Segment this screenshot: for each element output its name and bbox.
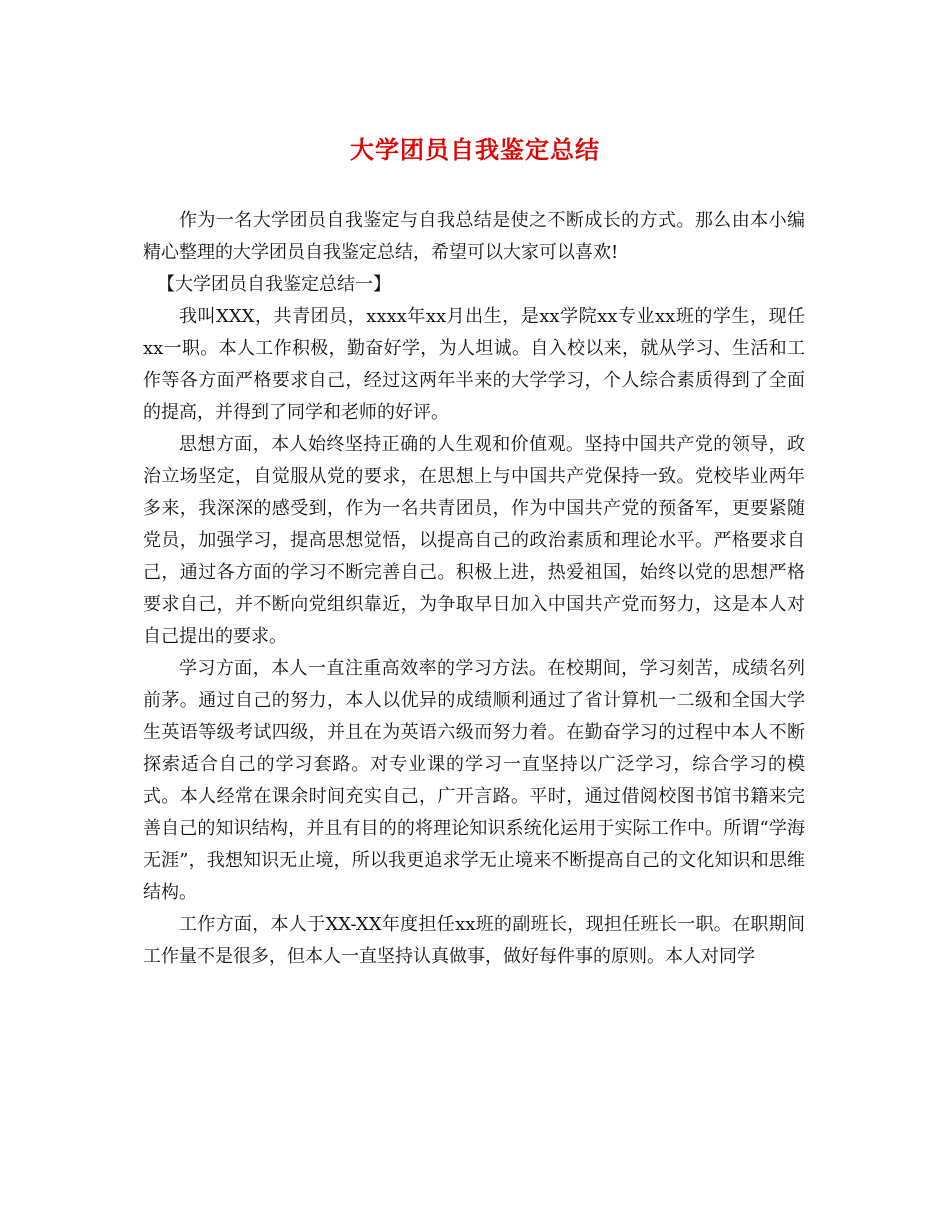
study-paragraph: 学习方面，本人一直注重高效率的学习方法。在校期间，学习刻苦，成绩名列前茅。通过自己的努力，本人以优异的成绩顺利通过了省计算机一二级和全国大学生英语等级考试四级，并且在为英语六级而努力着。在勤奋学习的过程中本人不断探索适合自己的学习套路。对专业课的学习一直坚持以广泛学习，综合学习的模式。本人经常在课余时间充实自己，广开言路。平时，通过借阅校图书馆书籍来完善自己的知识结构，并且有目的的将理论知识系统化运用于实际工作中。所谓“学海无涯”，我想知识无止境，所以我更追求学无止境来不断提高自己的文化知识和思维结构。 (143, 658, 805, 903)
intro-paragraph: 作为一名大学团员自我鉴定与自我总结是使之不断成长的方式。那么由本小编精心整理的大学团员自我鉴定总结，希望可以大家可以喜欢! (143, 210, 805, 263)
ideology-paragraph: 思想方面，本人始终坚持正确的人生观和价值观。坚持中国共产党的领导，政治立场坚定，自觉服从党的要求，在思想上与中国共产党保持一致。党校毕业两年多来，我深深的感受到，作为一名共青团员，作为中国共产党的预备军，更要紧随党员，加强学习，提高思想觉悟，以提高自己的政治素质和理论水平。严格要求自己，通过各方面的学习不断完善自己。积极上进，热爱祖国，始终以党的思想严格要求自己，并不断向党组织靠近，为争取早日加入中国共产党而努力，这是本人对自己提出的要求。 (143, 434, 805, 647)
work-paragraph: 工作方面，本人于XX-XX年度担任xx班的副班长，现担任班长一职。在职期间工作量不是很多，但本人一直坚持认真做事，做好每件事的原则。本人对同学 (143, 914, 805, 967)
section-heading: 【大学团员自我鉴定总结一】 (157, 274, 391, 295)
self-introduction-paragraph: 我叫XXX，共青团员，xxxx年xx月出生，是xx学院xx专业xx班的学生，现任xx一职。本人工作积极，勤奋好学，为人坦诚。自入校以来，就从学习、生活和工作等各方面严格要求自己，经过这两年半来的大学学习，个人综合素质得到了全面的提高，并得到了同学和老师的好评。 (143, 306, 805, 423)
document-title: 大学团员自我鉴定总结 (350, 136, 600, 164)
document-body (143, 205, 805, 973)
